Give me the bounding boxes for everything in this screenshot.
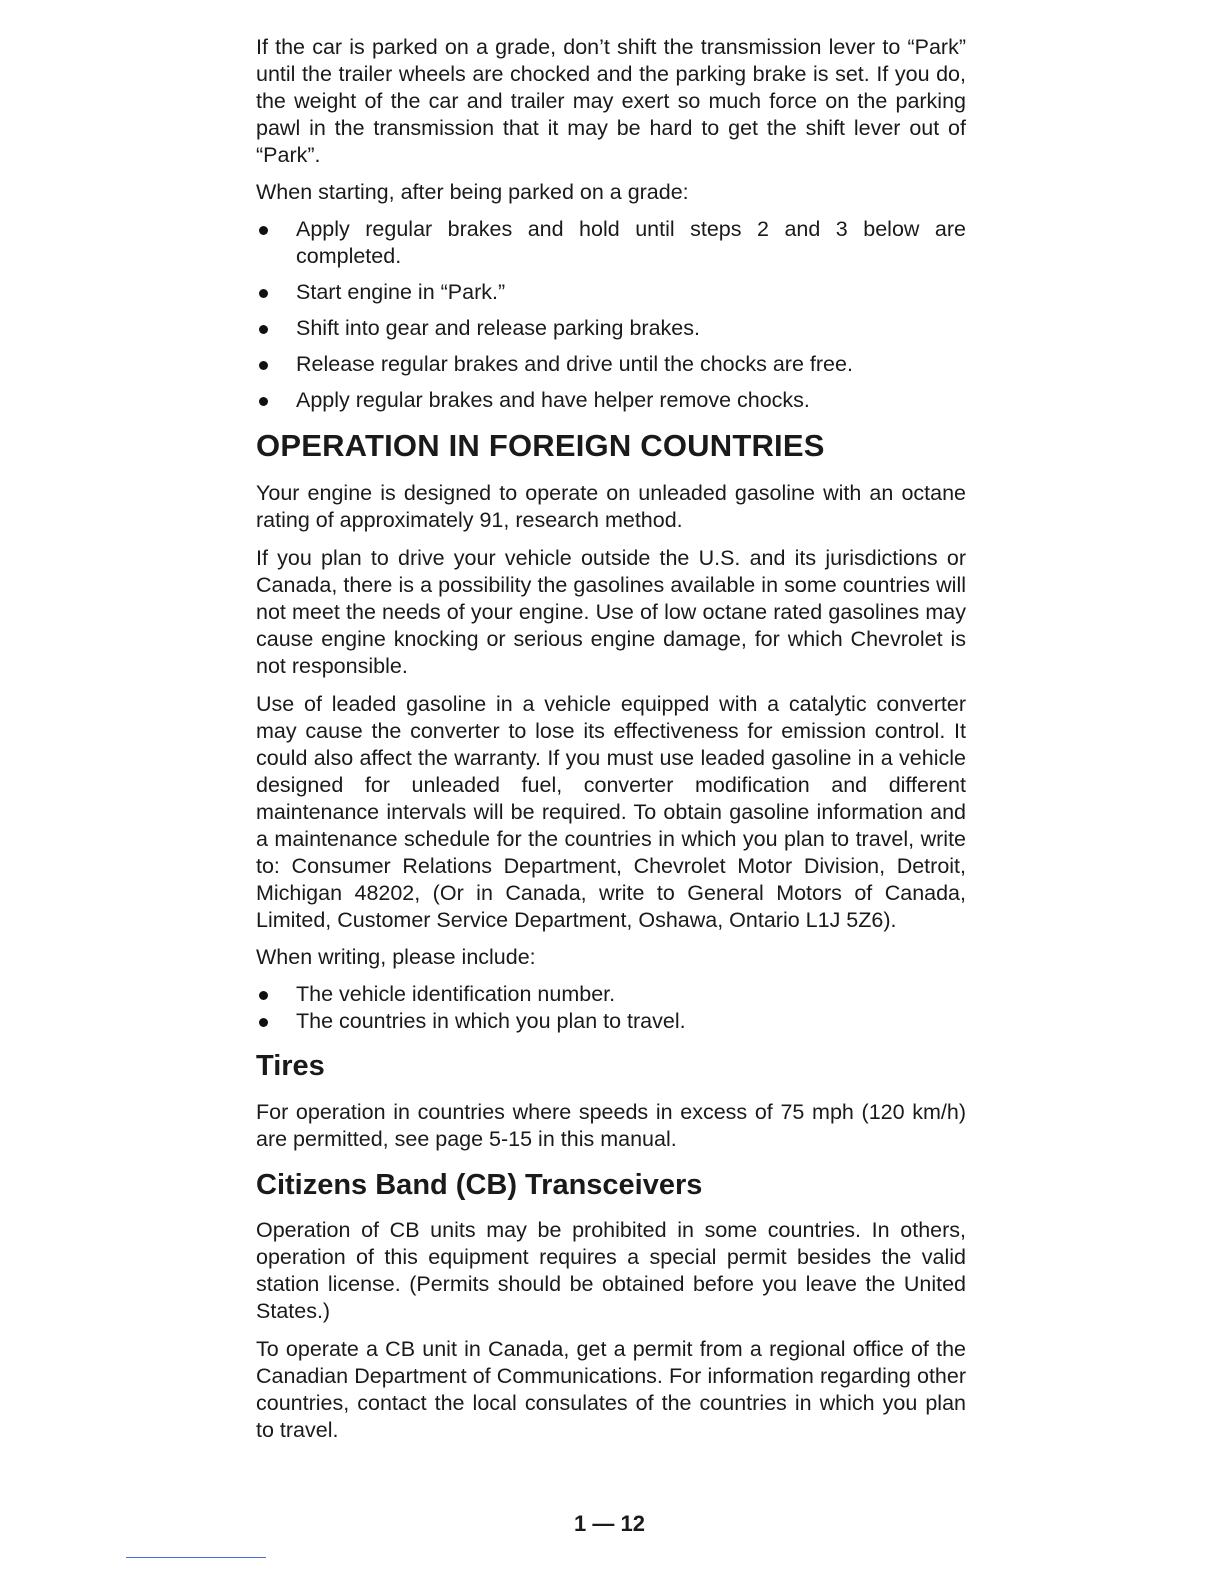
list-item: Start engine in “Park.” [256,279,966,306]
cb-heading: Citizens Band (CB) Transceivers [256,1169,703,1201]
cb-prohibited-paragraph: Operation of CB units may be prohibited in some countries. In others, operation of this equipment requires a special permit besides the valid station license. (Permits should be obtained before you leave the United States.) [256,1218,966,1323]
list-item: Apply regular brakes and have helper remove chocks. [256,387,966,414]
tires-paragraph: For operation in countries where speeds in excess of 75 mph (120 km/h) are permitted, see page 5-15 in this manual. [256,1100,966,1151]
foreign-countries-heading: OPERATION IN FOREIGN COUNTRIES [256,428,825,463]
leaded-gasoline-paragraph: Use of leaded gasoline in a vehicle equipped with a catalytic converter may cause the converter to lose its effectiveness for emission control. It could also affect the warranty. If you must use leaded gasoline in a vehicle designed for unleaded fuel, converter modification and different maintenance intervals will be required. To obtain gasoline information and a maintenance schedule for the countries in which you plan to travel, write to: Consumer Relations Department, Chevrolet Motor Division, Detroit, Michigan 48202, (Or in Canada, write to General Motors of Canada, Limited, Customer Service Department, Oshawa, Ontario L1J 5Z6). [256,692,966,932]
footer-divider [126,1557,266,1558]
list-item: Apply regular brakes and hold until steps 2 and 3 below are completed. [256,216,966,270]
outside-us-paragraph: If you plan to drive your vehicle outside the U.S. and its jurisdictions or Canada, there is a possibility the gasolines available in some countries will not meet the needs of your engine. Use of low octane rated gasolines may cause engine knocking or serious engine damage, for which Chevrolet is not responsible. [256,546,966,678]
list-item: Shift into gear and release parking brakes. [256,315,966,342]
when-writing-paragraph: When writing, please include: [256,945,536,969]
manual-page [256,34,966,1444]
list-item: Release regular brakes and drive until the chocks are free. [256,351,966,378]
octane-paragraph: Your engine is designed to operate on unleaded gasoline with an octane rating of approximately 91, research method. [256,481,966,532]
parking-grade-paragraph: If the car is parked on a grade, don’t shift the transmission lever to “Park” until the trailer wheels are chocked and the parking brake is set. If you do, the weight of the car and trailer may exert so much force on the parking pawl in the transmission that it may be hard to get the shift lever out of “Park”. [256,35,966,167]
list-item: The vehicle identification number. [256,981,966,1008]
page-number: 1 — 12 [574,1511,645,1536]
starting-on-grade-intro: When starting, after being parked on a grade: [256,180,689,204]
list-item: The countries in which you plan to travel. [256,1008,966,1035]
include-list [256,981,966,1035]
starting-steps-list [256,216,966,414]
tires-heading: Tires [256,1050,325,1082]
cb-canada-paragraph: To operate a CB unit in Canada, get a permit from a regional office of the Canadian Department of Communications. For information regarding other countries, contact the local consulates of the countries in which you plan to travel. [256,1337,966,1442]
